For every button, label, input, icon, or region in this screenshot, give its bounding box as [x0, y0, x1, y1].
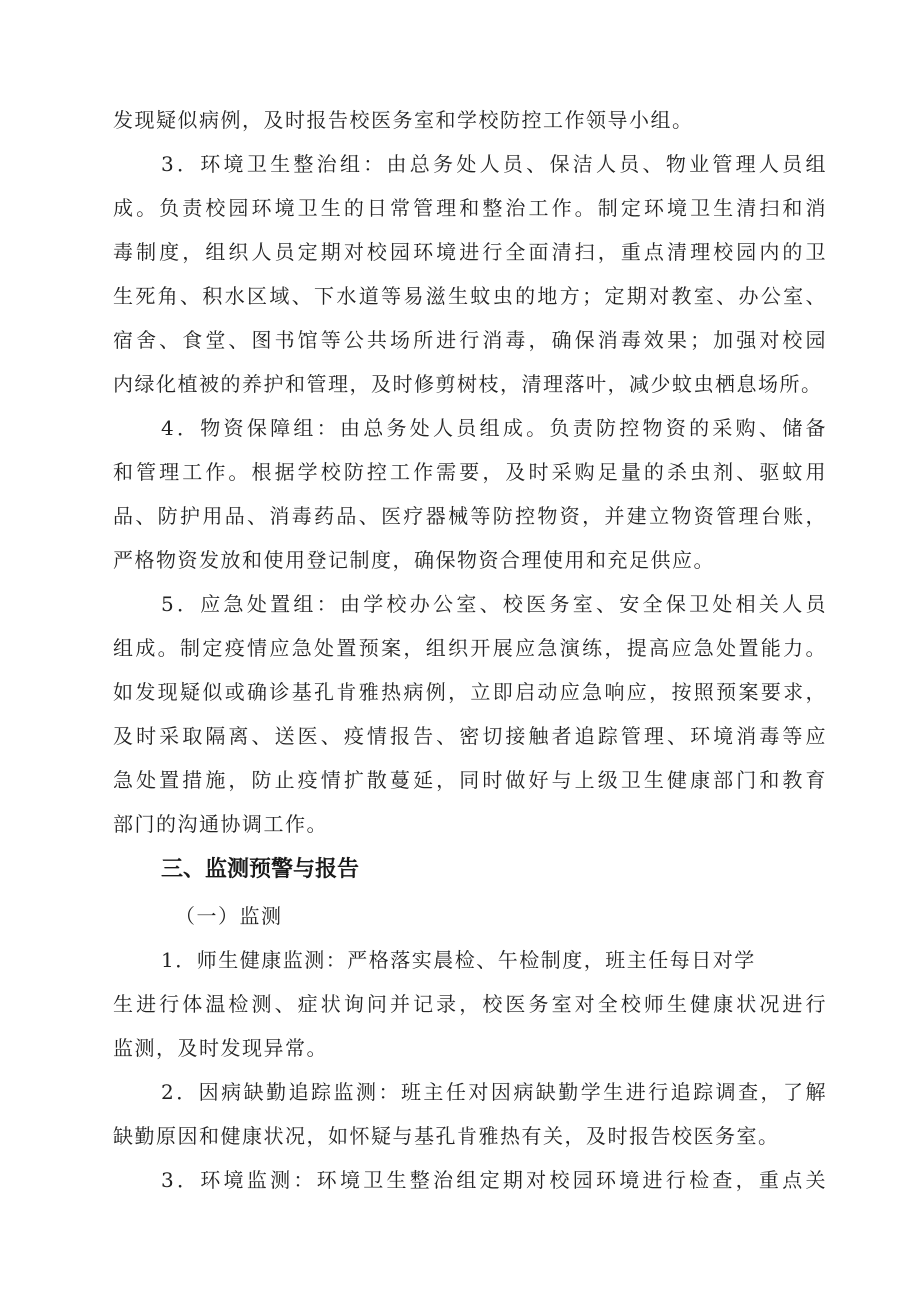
paragraph-line: 3．环境监测：环境卫生整治组定期对校园环境进行检查，重点关 — [161, 1168, 827, 1192]
paragraph-line: 及时采取隔离、送医、疫情报告、密切接触者追踪管理、环境消毒等应 — [113, 724, 827, 748]
document-body — [113, 98, 827, 1202]
paragraph-line: 1．师生健康监测：严格落实晨检、午检制度，班主任每日对学 — [161, 948, 756, 972]
paragraph-line: 5．应急处置组：由学校办公室、校医务室、安全保卫处相关人员 — [161, 592, 827, 616]
paragraph-line: 宿舍、食堂、图书馆等公共场所进行消毒，确保消毒效果；加强对校园 — [113, 328, 827, 352]
section-heading: 三、监测预警与报告 — [161, 857, 360, 882]
paragraph-line: 监测，及时发现异常。 — [113, 1036, 328, 1060]
subsection-heading: （一）监测 — [175, 904, 283, 928]
paragraph-line: 毒制度，组织人员定期对校园环境进行全面清扫，重点清理校园内的卫 — [113, 240, 827, 264]
paragraph-line: 生死角、积水区域、下水道等易滋生蚊虫的地方；定期对教室、办公室、 — [113, 284, 827, 308]
paragraph-line: 发现疑似病例，及时报告校医务室和学校防控工作领导小组。 — [113, 108, 694, 132]
paragraph-line: 生进行体温检测、症状询问并记录，校医务室对全校师生健康状况进行 — [113, 992, 827, 1016]
paragraph-line: 和管理工作。根据学校防控工作需要，及时采购足量的杀虫剂、驱蚊用 — [113, 460, 827, 484]
paragraph-line: 品、防护用品、消毒药品、医疗器械等防控物资，并建立物资管理台账， — [113, 504, 827, 528]
paragraph-line: 2．因病缺勤追踪监测：班主任对因病缺勤学生进行追踪调查，了解 — [161, 1080, 827, 1104]
paragraph-line: 急处置措施，防止疫情扩散蔓延，同时做好与上级卫生健康部门和教育 — [113, 768, 827, 792]
paragraph-line: 组成。制定疫情应急处置预案，组织开展应急演练，提高应急处置能力。 — [113, 636, 827, 660]
paragraph-line: 部门的沟通协调工作。 — [113, 812, 328, 836]
paragraph-line: 3．环境卫生整治组：由总务处人员、保洁人员、物业管理人员组 — [161, 152, 827, 176]
paragraph-line: 缺勤原因和健康状况，如怀疑与基孔肯雅热有关，及时报告校医务室。 — [113, 1124, 780, 1148]
paragraph-line: 严格物资发放和使用登记制度，确保物资合理使用和充足供应。 — [113, 548, 715, 572]
paragraph-line: 成。负责校园环境卫生的日常管理和整治工作。制定环境卫生清扫和消 — [113, 196, 827, 220]
paragraph-line: 4．物资保障组：由总务处人员组成。负责防控物资的采购、储备 — [161, 416, 827, 440]
paragraph-line: 内绿化植被的养护和管理，及时修剪树枝，清理落叶，减少蚊虫栖息场所。 — [113, 372, 823, 396]
paragraph-line: 如发现疑似或确诊基孔肯雅热病例，立即启动应急响应，按照预案要求， — [113, 680, 827, 704]
